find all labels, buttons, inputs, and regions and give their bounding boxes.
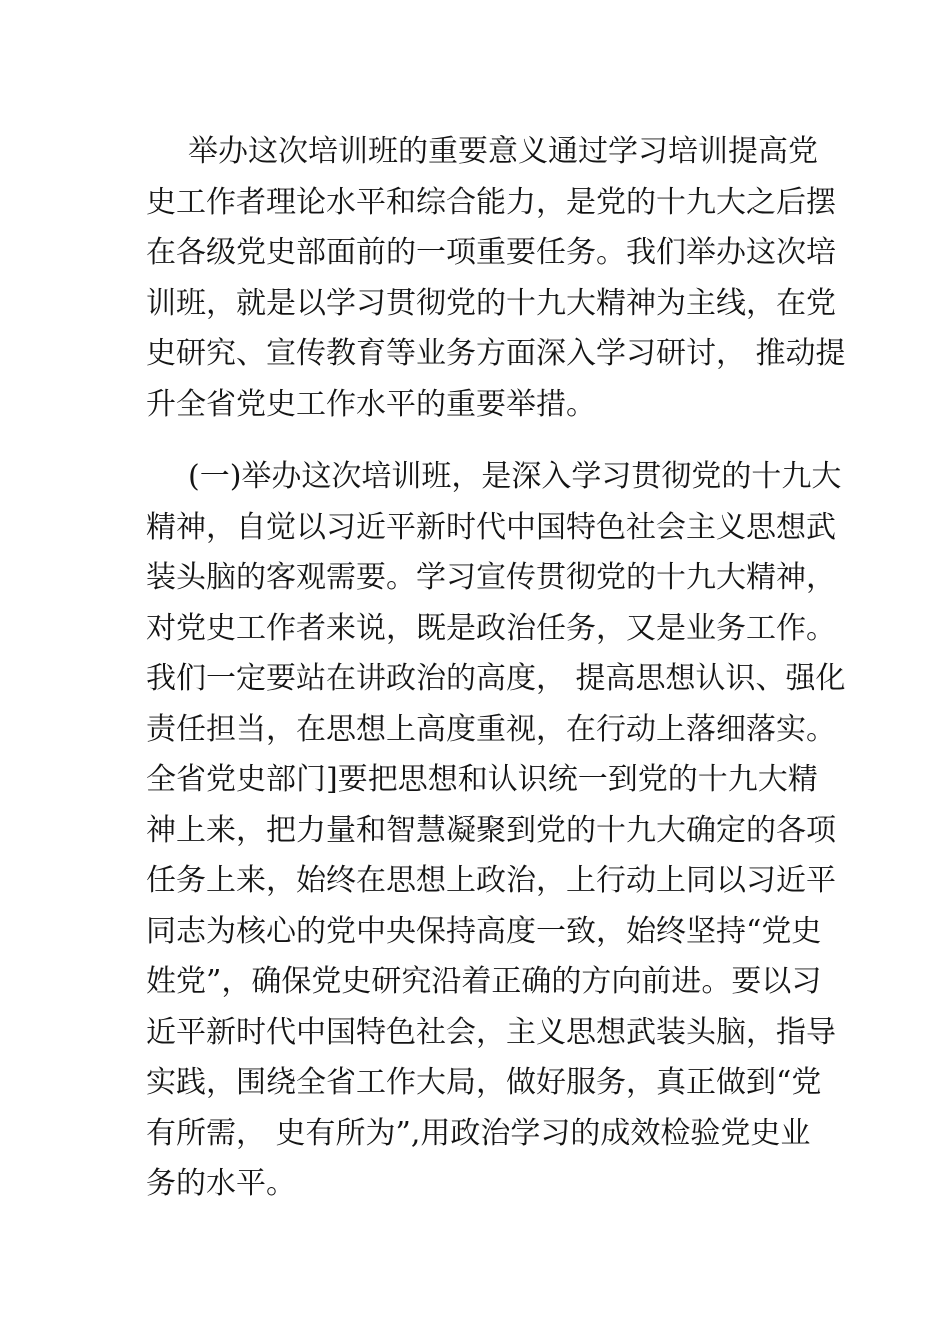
paragraph-2-line: 装头脑的客观需要。学习宣传贯彻党的十九大精神， — [146, 560, 836, 595]
paragraph-2-line: (一)举办这次培训班，是深入学习贯彻党的十九大 — [188, 459, 842, 494]
paragraph-2-line: 同志为核心的党中央保持高度一致，始终坚持“党史 — [146, 913, 822, 949]
paragraph-2-line: 有所需， 史有所为”,用政治学习的成效检验党史业 — [146, 1115, 811, 1151]
paragraph-2-line: 我们一定要站在讲政治的高度， 提高思想认识、强化 — [146, 661, 846, 696]
paragraph-1-line: 升全省党史工作水平的重要举措。 — [146, 386, 596, 422]
paragraph-1-line: 史研究、宣传教育等业务方面深入学习研讨， 推动提 — [146, 336, 846, 371]
paragraph-2-line: 神上来，把力量和智慧凝聚到党的十九大确定的各项 — [146, 812, 836, 848]
paragraph-2-line: 全省党史部门]要把思想和认识统一到党的十九大精 — [146, 762, 818, 797]
paragraph-2-line: 务的水平。 — [146, 1166, 296, 1201]
paragraph-2 — [146, 452, 846, 1210]
paragraph-1-line: 训班，就是以学习贯彻党的十九大精神为主线，在党 — [146, 285, 836, 321]
paragraph-1-line: 在各级党史部面前的一项重要任务。我们举办这次培 — [146, 235, 836, 270]
paragraph-2-line: 姓党”，确保党史研究沿着正确的方向前进。要以习 — [146, 964, 822, 999]
paragraph-1-line: 举办这次培训班的重要意义通过学习培训提高党 — [188, 134, 818, 169]
paragraph-1 — [146, 127, 846, 430]
paragraph-2-line: 责任担当，在思想上高度重视，在行动上落细落实。 — [146, 711, 836, 747]
paragraph-2-line: 对党史工作者来说，既是政治任务，又是业务工作。 — [146, 610, 836, 646]
paragraph-2-line: 任务上来，始终在思想上政治，上行动上同以习近平 — [146, 863, 836, 898]
paragraph-1-line: 史工作者理论水平和综合能力，是党的十九大之后摆 — [146, 184, 836, 220]
paragraph-2-line: 近平新时代中国特色社会，主义思想武装头脑，指导 — [146, 1014, 836, 1050]
paragraph-2-line: 精神，自觉以习近平新时代中国特色社会主义思想武 — [146, 509, 836, 545]
paragraph-2-line: 实践，围绕全省工作大局，做好服务，真正做到“党 — [146, 1065, 822, 1100]
